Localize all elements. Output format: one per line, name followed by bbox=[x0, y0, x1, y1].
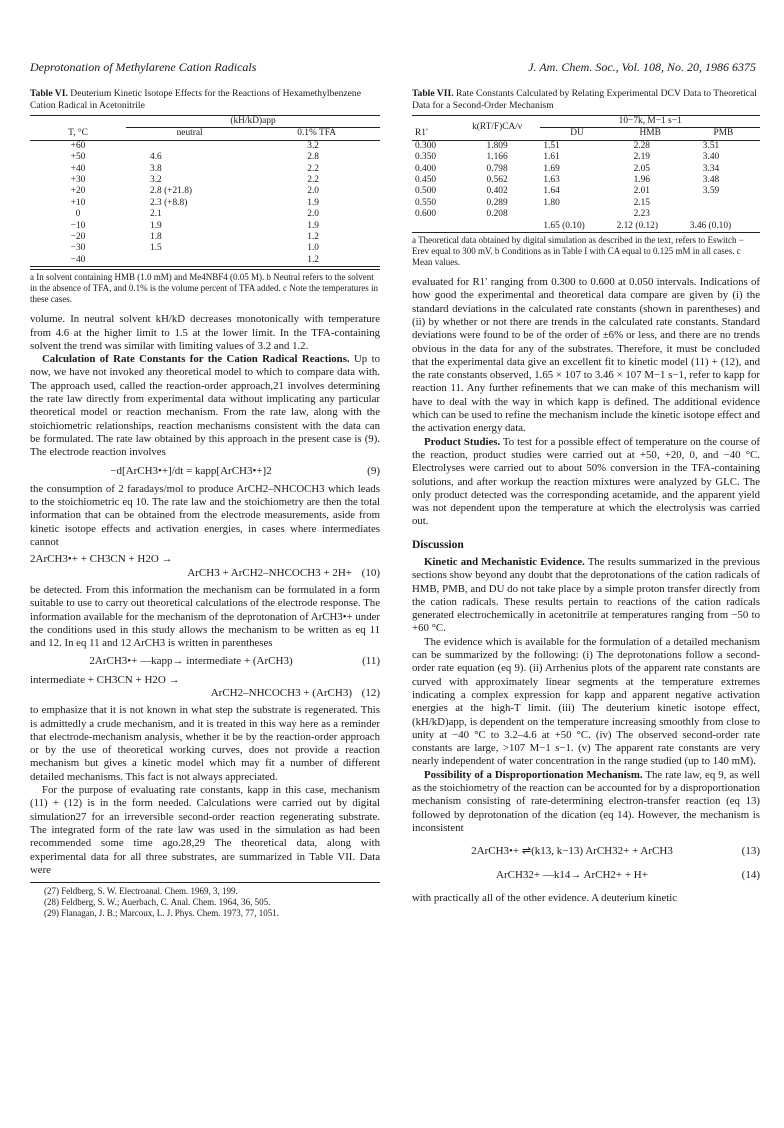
equation-9 bbox=[30, 465, 380, 478]
table6-cell-tfa: 2.2 bbox=[307, 175, 319, 186]
table7-cell-r: 0.550 bbox=[415, 197, 437, 208]
equation-text: −d[ArCH3•+]/dt = kapp[ArCH3•+]2 bbox=[110, 464, 272, 477]
table7-cell-pmb bbox=[687, 209, 760, 220]
table7-mean-pmb: 3.46 (0.10) bbox=[689, 220, 732, 231]
running-header-citation: J. Am. Chem. Soc., Vol. 108, No. 20, 1986 6375 bbox=[528, 60, 756, 74]
table7-cell-k: 0.289 bbox=[486, 197, 508, 208]
equation-number: (14) bbox=[741, 868, 760, 881]
table-row bbox=[30, 198, 380, 209]
table-row bbox=[412, 198, 760, 209]
paragraph: the consumption of 2 faradays/mol to produce ArCH2–NHCOCH3 which leads to the stoichiometric eq 10. The rate law and the stoichiometry are then the total information that can be obtained from the electrode measurements, aside from kinetic isotope effects and activation energies, in cases where intermediates cannot bbox=[30, 482, 380, 549]
table6-cell-temp: −10 bbox=[70, 220, 86, 231]
table7-cell-r: 0.500 bbox=[415, 186, 437, 197]
table7-mean-du: 1.65 (0.10) bbox=[543, 220, 585, 231]
table7-cell-pmb bbox=[687, 198, 760, 209]
table6-cell-tfa: 1.0 bbox=[307, 243, 319, 254]
table6-col-temp: T, °C bbox=[68, 127, 88, 138]
table6-cell-neutral: 1.5 bbox=[150, 243, 162, 254]
table7 bbox=[412, 115, 760, 233]
paragraph: To test for a possible effect of temperature on the course of the reaction, product studies were carried out at +50, +20, 0, and −40 °C. Electrolyses were carried out to about 50% conversion in the TFA-containing solutions, and after workup the reaction mixtures were analyzed by GLC. The only product detected was the corresponding acetamide, and the apparent yield was not dependent upon the temperature at which the electrolysis was carried out. bbox=[412, 435, 760, 528]
equation-text: 2ArCH3•+ ⇌(k13, k−13) ArCH32+ + ArCH3 bbox=[471, 845, 673, 858]
table7-cell-k: 0.208 bbox=[486, 209, 508, 220]
table6-cell-temp: −20 bbox=[70, 232, 86, 243]
equation-text: 2ArCH3•+ —kapp→ intermediate + (ArCH3) bbox=[89, 655, 293, 668]
table6-cell-neutral bbox=[126, 255, 253, 267]
table6-cell-tfa: 2.0 bbox=[307, 209, 319, 220]
table-row bbox=[412, 209, 760, 220]
equation-14 bbox=[412, 869, 760, 882]
table7-cell-k: 0.562 bbox=[486, 175, 508, 186]
table7-cell-k: 1.809 bbox=[486, 140, 508, 151]
table6-cell-tfa: 2.0 bbox=[307, 186, 319, 197]
table6 bbox=[30, 115, 380, 267]
table-row bbox=[412, 164, 760, 175]
table-row bbox=[30, 164, 380, 175]
table7-cell-hmb: 2.15 bbox=[633, 197, 650, 208]
table-row bbox=[30, 152, 380, 163]
paragraph: with practically all of the other evidence. A deuterium kinetic bbox=[412, 891, 678, 904]
table7-caption-text: Rate Constants Calculated by Relating Experimental DCV Data to Theoretical Data for a Second-Order Mechanism bbox=[412, 88, 757, 111]
table6-cell-neutral: 3.2 bbox=[150, 175, 162, 186]
table6-col-tfa: 0.1% TFA bbox=[297, 128, 336, 139]
table7-group-header: 10−7k, M−1 s−1 bbox=[540, 116, 760, 128]
running-header-title: Deprotonation of Methylarene Cation Radicals bbox=[30, 60, 257, 74]
table-row bbox=[30, 186, 380, 197]
table7-cell-k: 1.166 bbox=[486, 152, 508, 163]
table6-cell-temp: +20 bbox=[70, 186, 86, 197]
section-heading: Possibility of a Disproportionation Mechanism. bbox=[424, 768, 643, 781]
table7-cell-du bbox=[540, 209, 613, 220]
table7-col-r: R1′ bbox=[412, 116, 454, 141]
table-row bbox=[30, 221, 380, 232]
table6-cell-neutral bbox=[126, 140, 253, 152]
table7-cell-pmb: 3.51 bbox=[702, 140, 720, 151]
equation-12 bbox=[30, 674, 380, 701]
table7-col-du: DU bbox=[570, 128, 584, 139]
table7-col-k: k(RT/F)CA/ν bbox=[454, 116, 541, 141]
table6-caption-text: Deuterium Kinetic Isotope Effects for the Reactions of Hexamethylbenzene Cation Radical in Acetonitrile bbox=[30, 88, 361, 111]
table6-cell-neutral: 2.1 bbox=[150, 209, 162, 220]
paragraph: Up to now, we have not invoked any theoretical model to which to compare data with. The approach used, called the reaction-order approach,21 involves determining the rate law directly from experimental data without implicating any particular theoretical model or reaction mechanism. From the rate law, along with the stoichiometric relationships, reaction mechanisms consistent with the data can be formulated. The rate law obtained by this approach in the present case is (9). The electrode reaction involves bbox=[30, 353, 380, 459]
table6-cell-tfa: 1.2 bbox=[307, 254, 319, 265]
table6-cell-temp: +60 bbox=[70, 140, 86, 151]
table7-cell-hmb: 2.19 bbox=[633, 152, 650, 163]
table7-cell-hmb: 2.01 bbox=[633, 186, 650, 197]
paragraph: volume. In neutral solvent kH/kD decreases monotonically with temperature from 4.6 at the higher limit to 1.5 at the lower limit. In the TFA-containing solvent the trend was similar with limiting values of 3.2 and 1.2. bbox=[30, 313, 380, 352]
table7-col-pmb: PMB bbox=[713, 128, 734, 139]
table6-cell-tfa: 1.9 bbox=[307, 220, 319, 231]
table6-cell-temp: −40 bbox=[70, 254, 86, 265]
paragraph: The results summarized in the previous sections show beyond any doubt that the deprotonations of the cation radicals of HMB, PMB, and DU do not take place by a simple proton transfer directly from the cation radicals. These results pertain to reactions of the cation radicals generated electrochemically in acetonitrile at temperatures ranging from −50 to +60 °C. bbox=[412, 556, 761, 635]
table7-cell-pmb: 3.59 bbox=[702, 186, 720, 197]
section-heading: Kinetic and Mechanistic Evidence. bbox=[424, 556, 585, 568]
equation-number: (9) bbox=[367, 464, 380, 477]
table7-cell-hmb: 2.23 bbox=[633, 209, 650, 220]
reference-item: (27) Feldberg, S. W. Electroanal. Chem. 1969, 3, 199. bbox=[44, 886, 238, 897]
equation-text: ArCH32+ —k14→ ArCH2+ + H+ bbox=[496, 868, 648, 881]
table7-caption bbox=[412, 88, 760, 111]
table7-cell-hmb: 1.96 bbox=[633, 175, 650, 186]
table6-cell-neutral: 1.9 bbox=[150, 220, 162, 231]
table6-cell-temp: +40 bbox=[70, 163, 86, 174]
table-row bbox=[412, 186, 760, 197]
equation-number: (11) bbox=[362, 655, 380, 668]
equation-text: ArCH3 + ArCH2–NHCOCH3 + 2H+ bbox=[187, 566, 352, 579]
table6-cell-temp: +50 bbox=[70, 152, 86, 163]
table6-group-header: (kH/kD)app bbox=[126, 116, 380, 128]
paragraph: evaluated for R1′ ranging from 0.300 to 0.600 at 0.050 intervals. Indications of how good the experimental and theoretical data compare are given by (i) the standard deviations in the calculated rate constants (shown in parentheses) and (ii) by whether or not there are trends in the calculated rate constants. Standard deviations were found to be of the order of ±6% or less, and there are no trends obvious in the data for any of the substrates. Therefore, it must be concluded that the experimental data give an excellent fit to kinetic model (11) + (12), and the rate constants observed, 1.65 × 107 to 3.46 × 107 M−1 s−1, refer to kapp for reaction 11. Any further refinements that we can make of this mechanism will have to deal with the way in which kapp is defined. The additional evidence which can be used to refine the mechanism include the kinetic isotope effect and the activation energy data. bbox=[412, 276, 760, 435]
table7-means-row bbox=[412, 221, 760, 233]
table6-cell-tfa: 3.2 bbox=[307, 140, 319, 151]
reference-item: (29) Flanagan, J. B.; Marcoux, L. J. Phys. Chem. 1973, 77, 1051. bbox=[44, 908, 279, 919]
equation-number: (12) bbox=[361, 687, 380, 699]
equation-11 bbox=[30, 655, 380, 668]
table6-cell-neutral: 4.6 bbox=[150, 152, 162, 163]
table7-cell-k: 0.798 bbox=[486, 163, 508, 174]
paragraph: The rate law, eq 9, as well as the stoichiometry of the reaction can be accounted for by a disproportionation mechanism consisting of rate-determining electron-transfer reaction (eq 13) followed by deprotonation of the dication (eq 14). However, the mechanism is inconsistent bbox=[412, 768, 760, 834]
table6-cell-temp: −30 bbox=[70, 243, 86, 254]
equation-text: 2ArCH3•+ + CH3CN + H2O → bbox=[30, 553, 173, 566]
left-column bbox=[30, 88, 380, 919]
table7-cell-du: 1.64 bbox=[543, 186, 560, 197]
table7-mean-hmb: 2.12 (0.12) bbox=[616, 220, 658, 231]
table6-cell-tfa: 1.2 bbox=[307, 232, 319, 243]
table-row bbox=[30, 232, 380, 243]
table7-cell-du: 1.80 bbox=[543, 197, 560, 208]
table-row bbox=[30, 175, 380, 186]
table7-cell-du: 1.61 bbox=[543, 152, 560, 163]
paragraph: to emphasize that it is not known in what step the substrate is regenerated. This is admittedly a crude mechanism, and it is treated in this way here as a reminder that electrode-mechanism analysis, whether it be by the reaction-order approach or by the use of theoretical working curves, does not provide a reaction mechanism but gives a kinetic model which may fit a number of different detailed mechanisms. This fact is not always appreciated. bbox=[30, 704, 380, 783]
table7-cell-r: 0.400 bbox=[415, 163, 437, 174]
table7-cell-pmb: 3.48 bbox=[702, 175, 720, 186]
table7-cell-pmb: 3.40 bbox=[702, 152, 720, 163]
table7-cell-r: 0.600 bbox=[415, 209, 437, 220]
table7-cell-pmb: 3.34 bbox=[702, 163, 720, 174]
table6-label: Table VI. bbox=[30, 88, 68, 99]
table6-footnote: a In solvent containing HMB (1.0 mM) and Me4NBF4 (0.05 M). b Neutral refers to the solvent in the absence of TFA, and 0.1% is the volume percent of TFA added. c Note the temperatures in these cases. bbox=[30, 269, 380, 305]
equation-text: ArCH2–NHCOCH3 + (ArCH3) bbox=[210, 687, 352, 699]
section-heading: Calculation of Rate Constants for the Cation Radical Reactions. bbox=[42, 353, 350, 366]
equation-10 bbox=[30, 553, 380, 580]
table7-cell-r: 0.300 bbox=[415, 140, 437, 151]
discussion-heading: Discussion bbox=[412, 538, 464, 551]
reference-item: (28) Feldberg, S. W.; Auerbach, C. Anal. Chem. 1964, 36, 505. bbox=[44, 897, 271, 908]
equation-text: intermediate + CH3CN + H2O → bbox=[30, 673, 180, 686]
equation-13 bbox=[412, 845, 760, 858]
table7-footnote: a Theoretical data obtained by digital simulation as described in the text, refers to Eswitch − Erev equal to 300 mV. b Conditions as in Table I with CA equal to 0.125 mM in all cases. c Mean values. bbox=[412, 235, 744, 268]
paragraph: The evidence which is available for the formulation of a detailed mechanism can be summarized by the following: (i) The deprotonations follow a second-order rate equation (eq 9). (ii) Arrhenius plots of the apparent rate constants are curved with approximately linear segments at the temperature extremes indicating a complex expression for kapp and apparent negative activation energies at the high-T limit. (iii) The deuterium kinetic isotope effect, (kH/kD)app, is dependent on the temperature increasing smoothly from close to unity at −40 °C to 3.2–4.6 at +50 °C. (iv) The observed second-order rate constants are large, >107 M−1 s−1. (v) The apparent rate constants are very nearly independent of water concentration in the range studied (up to 140 mM). bbox=[412, 635, 760, 768]
table6-cell-neutral: 2.8 (+21.8) bbox=[150, 186, 192, 197]
table-row bbox=[412, 175, 760, 186]
references bbox=[30, 882, 380, 919]
table6-cell-neutral: 1.8 bbox=[150, 232, 162, 243]
table6-cell-neutral: 2.3 (+8.8) bbox=[150, 197, 188, 208]
equation-number: (13) bbox=[741, 845, 760, 858]
right-column bbox=[412, 88, 760, 905]
table7-cell-hmb: 2.05 bbox=[633, 163, 650, 174]
table6-cell-tfa: 1.9 bbox=[307, 197, 319, 208]
table-row bbox=[412, 152, 760, 163]
table7-cell-du: 1.69 bbox=[543, 163, 560, 174]
section-heading: Product Studies. bbox=[424, 435, 501, 448]
table6-cell-temp: +30 bbox=[70, 175, 86, 186]
table6-cell-tfa: 2.2 bbox=[307, 163, 319, 174]
table-row bbox=[412, 140, 760, 152]
table7-cell-r: 0.450 bbox=[415, 175, 437, 186]
table7-col-hmb: HMB bbox=[639, 128, 661, 139]
table-row bbox=[30, 209, 380, 220]
table6-col-neutral: neutral bbox=[176, 128, 203, 139]
paragraph: For the purpose of evaluating rate constants, kapp in this case, mechanism (11) + (12) is in the form needed. Calculations were carried out by digital simulation27 for an irreversible second-order reaction regenerating substrate. The integrated form of the rate law was used in the simulation as had been recommended some time ago.28,29 The theoretical data, along with experimental data for all three substrates, are summarized in Table VII. Data were bbox=[30, 784, 380, 876]
equation-number: (10) bbox=[361, 566, 380, 579]
table7-cell-du: 1.51 bbox=[543, 140, 560, 151]
table7-cell-du: 1.63 bbox=[543, 175, 560, 186]
table6-caption bbox=[30, 88, 380, 111]
table7-cell-k: 0.402 bbox=[486, 186, 508, 197]
table-row bbox=[30, 255, 380, 267]
paragraph: be detected. From this information the mechanism can be formulated in a form suitable to use to carry out theoretical calculations of the electrode response. The information available for the mechanism of the deprotonation of ArCH3•+ under the conditions used in this study allows the mechanism to be written as eq 11 and 12. In eq 11 and 12 ArCH3 is written in parentheses bbox=[30, 583, 380, 650]
table-row bbox=[30, 140, 380, 152]
table6-cell-tfa: 2.8 bbox=[307, 152, 319, 163]
table-row bbox=[30, 243, 380, 254]
table6-cell-temp: 0 bbox=[75, 209, 81, 220]
table7-cell-r: 0.350 bbox=[415, 152, 437, 163]
table6-cell-neutral: 3.8 bbox=[150, 163, 162, 174]
table7-label: Table VII. bbox=[412, 88, 454, 99]
table7-cell-hmb: 2.28 bbox=[633, 140, 650, 151]
table6-cell-temp: +10 bbox=[70, 197, 86, 208]
